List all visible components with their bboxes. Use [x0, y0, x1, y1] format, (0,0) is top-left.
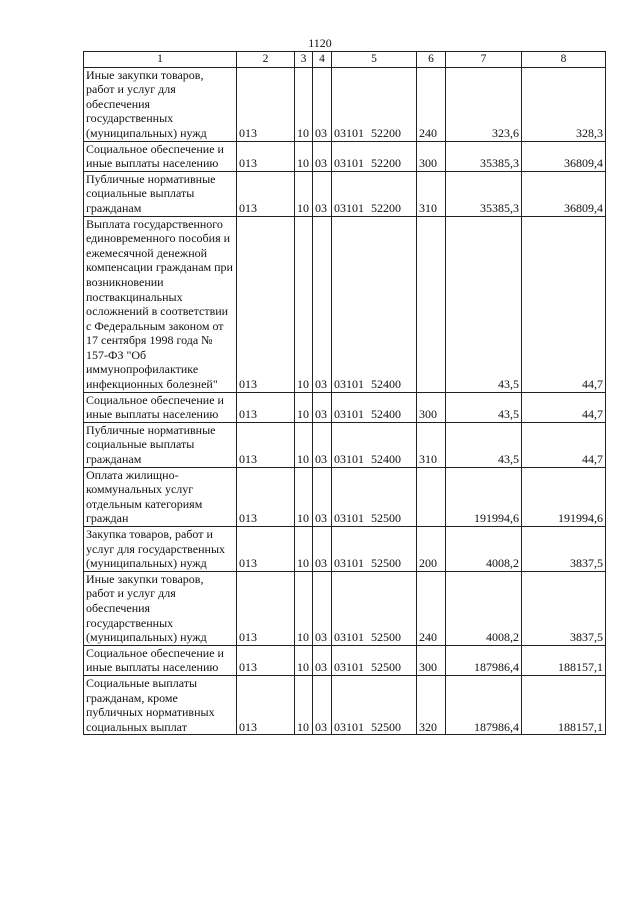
table-row	[84, 527, 606, 572]
target-article-code: 03101 52500	[332, 645, 417, 675]
section-code: 10	[295, 571, 313, 645]
grbs-code: 013	[237, 216, 295, 392]
subsection-code: 03	[313, 141, 332, 171]
subsection-code: 03	[313, 527, 332, 572]
target-article-code: 03101 52500	[332, 467, 417, 526]
target-article-code: 03101 52500	[332, 571, 417, 645]
column-header: 1	[84, 52, 237, 68]
amount-year-2: 44,7	[522, 422, 606, 467]
amount-year-1: 35385,3	[446, 141, 522, 171]
row-name: Публичные нормативные социальные выплаты гражданам	[84, 422, 237, 467]
target-article-code: 03101 52400	[332, 392, 417, 422]
target-article-code: 03101 52500	[332, 527, 417, 572]
expense-type-code	[417, 467, 446, 526]
table-row	[84, 141, 606, 171]
grbs-code: 013	[237, 141, 295, 171]
amount-year-1: 43,5	[446, 216, 522, 392]
row-name: Иные закупки товаров, работ и услуг для обеспечения государственных (муниципальных) нужд	[84, 571, 237, 645]
table-row	[84, 216, 606, 392]
amount-year-2: 3837,5	[522, 571, 606, 645]
target-article-code: 03101 52500	[332, 675, 417, 734]
section-code: 10	[295, 141, 313, 171]
row-name: Социальное обеспечение и иные выплаты населению	[84, 141, 237, 171]
section-code: 10	[295, 216, 313, 392]
target-article-code: 03101 52400	[332, 422, 417, 467]
expense-type-code: 300	[417, 645, 446, 675]
row-name: Социальное обеспечение и иные выплаты населению	[84, 645, 237, 675]
amount-year-1: 187986,4	[446, 675, 522, 734]
column-header: 4	[313, 52, 332, 68]
column-header: 5	[332, 52, 417, 68]
grbs-code: 013	[237, 571, 295, 645]
subsection-code: 03	[313, 645, 332, 675]
amount-year-2: 36809,4	[522, 171, 606, 216]
section-code: 10	[295, 645, 313, 675]
header-row	[84, 52, 606, 68]
subsection-code: 03	[313, 67, 332, 141]
table-row	[84, 675, 606, 734]
grbs-code: 013	[237, 171, 295, 216]
table-row	[84, 422, 606, 467]
page-number: 1120	[308, 36, 332, 50]
target-article-code: 03101 52400	[332, 216, 417, 392]
target-article-code: 03101 52200	[332, 67, 417, 141]
section-code: 10	[295, 171, 313, 216]
amount-year-1: 323,6	[446, 67, 522, 141]
amount-year-2: 3837,5	[522, 527, 606, 572]
expense-type-code: 240	[417, 571, 446, 645]
section-code: 10	[295, 675, 313, 734]
amount-year-2: 188157,1	[522, 675, 606, 734]
budget-table	[83, 51, 606, 735]
column-header: 8	[522, 52, 606, 68]
expense-type-code: 310	[417, 422, 446, 467]
amount-year-2: 188157,1	[522, 645, 606, 675]
expense-type-code: 200	[417, 527, 446, 572]
amount-year-1: 43,5	[446, 422, 522, 467]
expense-type-code: 240	[417, 67, 446, 141]
grbs-code: 013	[237, 675, 295, 734]
amount-year-2: 36809,4	[522, 141, 606, 171]
column-header: 2	[237, 52, 295, 68]
table-row	[84, 645, 606, 675]
expense-type-code: 300	[417, 141, 446, 171]
expense-type-code: 310	[417, 171, 446, 216]
subsection-code: 03	[313, 422, 332, 467]
subsection-code: 03	[313, 171, 332, 216]
amount-year-1: 4008,2	[446, 571, 522, 645]
row-name: Оплата жилищно-коммунальных услуг отдельным категориям граждан	[84, 467, 237, 526]
column-header: 6	[417, 52, 446, 68]
column-header: 3	[295, 52, 313, 68]
subsection-code: 03	[313, 467, 332, 526]
target-article-code: 03101 52200	[332, 171, 417, 216]
amount-year-1: 43,5	[446, 392, 522, 422]
amount-year-1: 35385,3	[446, 171, 522, 216]
table-row	[84, 467, 606, 526]
grbs-code: 013	[237, 527, 295, 572]
grbs-code: 013	[237, 392, 295, 422]
amount-year-2: 191994,6	[522, 467, 606, 526]
row-name: Иные закупки товаров, работ и услуг для обеспечения государственных (муниципальных) нужд	[84, 67, 237, 141]
expense-type-code: 300	[417, 392, 446, 422]
subsection-code: 03	[313, 216, 332, 392]
section-code: 10	[295, 392, 313, 422]
grbs-code: 013	[237, 467, 295, 526]
section-code: 10	[295, 527, 313, 572]
section-code: 10	[295, 67, 313, 141]
section-code: 10	[295, 422, 313, 467]
row-name: Социальные выплаты гражданам, кроме публичных нормативных социальных выплат	[84, 675, 237, 734]
table-row	[84, 67, 606, 141]
table-row	[84, 571, 606, 645]
row-name: Закупка товаров, работ и услуг для государственных (муниципальных) нужд	[84, 527, 237, 572]
section-code: 10	[295, 467, 313, 526]
amount-year-2: 44,7	[522, 392, 606, 422]
grbs-code: 013	[237, 67, 295, 141]
amount-year-1: 191994,6	[446, 467, 522, 526]
subsection-code: 03	[313, 675, 332, 734]
row-name: Социальное обеспечение и иные выплаты населению	[84, 392, 237, 422]
grbs-code: 013	[237, 422, 295, 467]
table-row	[84, 392, 606, 422]
expense-type-code: 320	[417, 675, 446, 734]
column-header: 7	[446, 52, 522, 68]
subsection-code: 03	[313, 392, 332, 422]
table-row	[84, 171, 606, 216]
amount-year-1: 4008,2	[446, 527, 522, 572]
target-article-code: 03101 52200	[332, 141, 417, 171]
grbs-code: 013	[237, 645, 295, 675]
subsection-code: 03	[313, 571, 332, 645]
expense-type-code	[417, 216, 446, 392]
row-name: Выплата государственного единовременного пособия и ежемесячной денежной компенсации гражданам при возникновении поствакцинальных осложнений в соответствии с Федеральным законом от 17 сентября 1998 года № 157-ФЗ "Об иммунопрофилактике инфекционных болезней"	[84, 216, 237, 392]
amount-year-1: 187986,4	[446, 645, 522, 675]
amount-year-2: 328,3	[522, 67, 606, 141]
row-name: Публичные нормативные социальные выплаты гражданам	[84, 171, 237, 216]
amount-year-2: 44,7	[522, 216, 606, 392]
